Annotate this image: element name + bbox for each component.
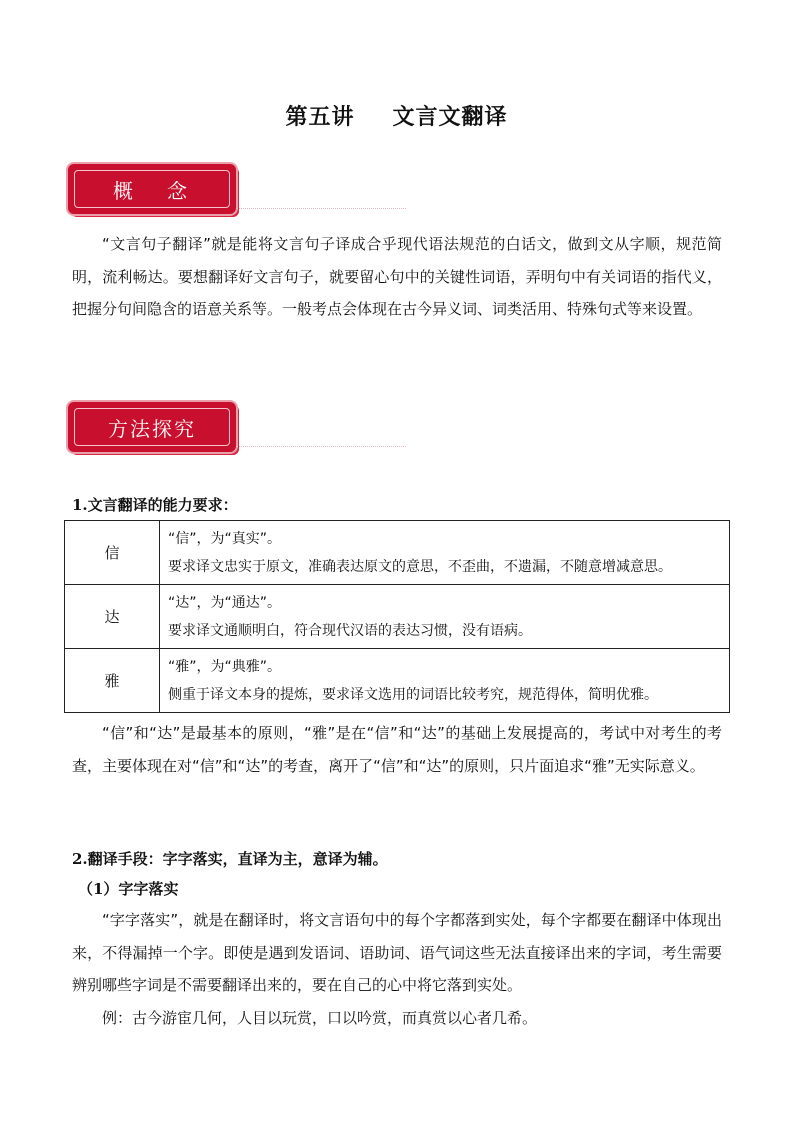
table-value-line: “达”，为“通达”。 bbox=[168, 594, 282, 611]
principles-paragraph: “信”和“达”是最基本的原则，“雅”是在“信”和“达”的基础上发展提高的，考试中对考生的考查，主要体现在对“信”和“达”的考查，离开了“信”和“达”的原则，只片面追求“雅”无实际意义。 bbox=[72, 724, 722, 775]
heading-translation-means: 2.翻译手段：字字落实，直译为主，意译为辅。 bbox=[72, 850, 388, 868]
section-banner-label: 方法探究 bbox=[108, 416, 196, 441]
table-value-line: 侧重于译文本身的提炼，要求译文选用的词语比较考究，规范得体，简明优雅。 bbox=[168, 686, 658, 703]
example-paragraph: 例：古今游宦几何，人目以玩赏，口以吟赏，而真赏以心者几希。 bbox=[102, 1009, 538, 1027]
title-topic: 文言文翻译 bbox=[392, 104, 508, 130]
requirements-table bbox=[64, 520, 730, 713]
table-row bbox=[65, 521, 730, 585]
heading-ability-requirements: 1.文言翻译的能力要求： bbox=[72, 496, 238, 514]
word-by-word-paragraph: “字字落实”，就是在翻译时，将文言语句中的每个字都落到实处，每个字都要在翻译中体现出来，不得漏掉一个字。即使是遇到发语词、语助词、语气词这些无法直接译出来的字词，考生需要辨别哪些字词是不需要翻译出来的，要在自己的心中将它落到实处。 bbox=[72, 911, 722, 994]
section-banner-label: 概念 bbox=[113, 178, 221, 203]
table-value-line: 要求译文通顺明白，符合现代汉语的表达习惯，没有语病。 bbox=[168, 622, 532, 639]
table-value-cell bbox=[160, 649, 730, 713]
section-banner-method bbox=[68, 402, 236, 452]
title-lecture-number: 第五讲 bbox=[285, 104, 355, 130]
page-title bbox=[0, 100, 793, 131]
concept-paragraph: “文言句子翻译”就是能将文言句子译成合乎现代语法规范的白话文，做到文从字顺，规范简明，流利畅达。要想翻译好文言句子，就要留心句中的关键性词语，弄明句中有关词语的指代义，把握分句间隐含的语意关系等。一般考点会体现在古今异义词、词类活用、特殊句式等来设置。 bbox=[72, 235, 722, 318]
table-row bbox=[65, 585, 730, 649]
table-key-cell: 信 bbox=[65, 521, 160, 585]
table-value-line: 要求译文忠实于原文，准确表达原文的意思，不歪曲，不遗漏，不随意增减意思。 bbox=[168, 558, 672, 575]
table-row bbox=[65, 649, 730, 713]
subheading-word-by-word: （1）字字落实 bbox=[78, 880, 179, 898]
table-value-cell bbox=[160, 585, 730, 649]
table-value-line: “信”，为“真实”。 bbox=[168, 530, 282, 547]
table-key-cell: 达 bbox=[65, 585, 160, 649]
section-banner-concept bbox=[68, 164, 236, 214]
table-value-cell bbox=[160, 521, 730, 585]
table-key-cell: 雅 bbox=[65, 649, 160, 713]
table-value-line: “雅”，为“典雅”。 bbox=[168, 658, 282, 675]
